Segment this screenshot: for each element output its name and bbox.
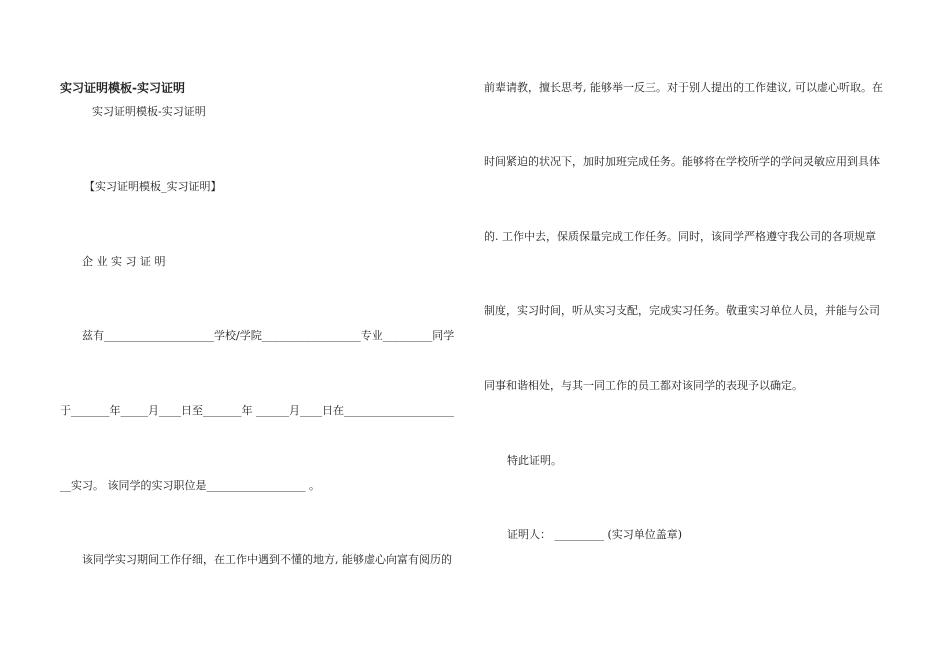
body-line-6: 同事和谐相处，与其一同工作的员工都对该同学的表现予以确定。 [484,379,803,392]
body-line-4: 的. 工作中去，保质保量完成工作任务。同时，该同学严格遵守我公司的各项规章 [484,230,876,243]
bracket-heading: 【实习证明模板_实习证明】 [84,180,222,193]
body-line-3: 时间紧迫的状况下，加时加班完成任务。能够将在学校所学的学问灵敏应用到具体 [484,155,880,168]
document-subtitle: 实习证明模板-实习证明 [92,105,206,118]
body-line-2: 前辈请教，擅长思考, 能够举一反三。对于别人提出的工作建议, 可以虚心听取。在 [484,81,883,94]
body-line-1: 该同学实习期间工作仔细，在工作中遇到不懂的地方, 能够虚心向富有阅历的 [82,553,452,566]
certificate-heading: 企 业 实 习 证 明 [82,255,166,268]
body-line-5: 制度，实习时间，听从实习支配，完成实习任务。敬重实习单位人员，并能与公司 [484,304,880,317]
signature-line: 证明人： _________ (实习单位盖章) [507,528,683,541]
closing-line: 特此证明。 [507,454,562,467]
position-line: __实习。 该同学的实习职位是__________________ 。 [60,479,320,492]
document-title: 实习证明模板-实习证明 [60,81,185,95]
dates-line: 于_______年_____月____日至_______年 ______月____日在____________________ [60,404,454,417]
school-line: 兹有____________________学校/学院__________________专业_________同学 [82,329,455,342]
